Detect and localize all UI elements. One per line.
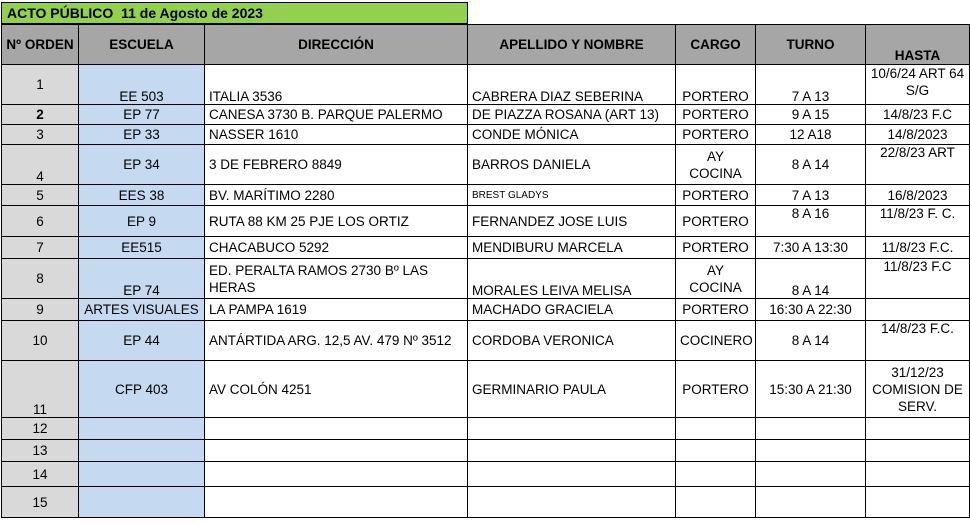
orden-cell: 9 — [2, 299, 79, 321]
turno-cell: 7:30 A 13:30 — [756, 237, 866, 259]
orden-cell: 2 — [2, 105, 79, 125]
escuela-cell: EP 74 — [79, 259, 205, 299]
turno-cell: 8 A 16 — [756, 206, 866, 237]
cargo-cell: PORTERO — [676, 65, 756, 105]
table-row — [2, 418, 970, 440]
escuela-cell: EE515 — [79, 237, 205, 259]
direccion-cell — [205, 440, 468, 462]
header-escuela: ESCUELA — [79, 25, 205, 65]
turno-cell: 7 A 13 — [756, 65, 866, 105]
direccion-cell — [205, 487, 468, 518]
turno-cell: 8 A 14 — [756, 145, 866, 185]
direccion-cell: CANESA 3730 B. PARQUE PALERMO — [205, 105, 468, 125]
table-row — [2, 321, 970, 361]
orden-cell: 10 — [2, 321, 79, 361]
turno-cell: 9 A 15 — [756, 105, 866, 125]
nombre-cell: CONDE MÓNICA — [468, 125, 676, 145]
table-row — [2, 65, 970, 105]
cargo-cell: PORTERO — [676, 299, 756, 321]
escuela-cell: ARTES VISUALES — [79, 299, 205, 321]
direccion-cell: ITALIA 3536 — [205, 65, 468, 105]
hasta-cell — [866, 440, 970, 462]
cargo-cell — [676, 462, 756, 487]
orden-cell: 14 — [2, 462, 79, 487]
table-row — [2, 462, 970, 487]
orden-cell: 4 — [2, 145, 79, 185]
nombre-cell: MORALES LEIVA MELISA — [468, 259, 676, 299]
table-row — [2, 185, 970, 206]
table-row — [2, 237, 970, 259]
hasta-cell: 14/8/2023 — [866, 125, 970, 145]
table-row — [2, 487, 970, 518]
cargo-cell: PORTERO — [676, 237, 756, 259]
direccion-cell: CHACABUCO 5292 — [205, 237, 468, 259]
cargo-cell — [676, 418, 756, 440]
turno-cell: 7 A 13 — [756, 185, 866, 206]
cargo-cell — [676, 487, 756, 518]
cargo-cell: AY COCINA — [676, 259, 756, 299]
hasta-cell: 11/8/23 F.C. — [866, 237, 970, 259]
header-nombre: APELLIDO Y NOMBRE — [468, 25, 676, 65]
table-row — [2, 361, 970, 418]
nombre-cell: BARROS DANIELA — [468, 145, 676, 185]
turno-cell — [756, 418, 866, 440]
escuela-cell — [79, 487, 205, 518]
turno-cell: 12 A18 — [756, 125, 866, 145]
escuela-cell — [79, 418, 205, 440]
direccion-cell: ANTÁRTIDA ARG. 12,5 AV. 479 Nº 3512 — [205, 321, 468, 361]
nombre-cell: DE PIAZZA ROSANA (ART 13) — [468, 105, 676, 125]
orden-cell: 8 — [2, 259, 79, 299]
escuela-cell: EP 33 — [79, 125, 205, 145]
header-direccion: DIRECCIÓN — [205, 25, 468, 65]
direccion-cell: AV COLÓN 4251 — [205, 361, 468, 418]
hasta-cell — [866, 462, 970, 487]
turno-cell: 8 A 14 — [756, 321, 866, 361]
table-row — [2, 299, 970, 321]
orden-cell: 13 — [2, 440, 79, 462]
direccion-cell: NASSER 1610 — [205, 125, 468, 145]
direccion-cell — [205, 418, 468, 440]
nombre-cell — [468, 462, 676, 487]
nombre-cell — [468, 440, 676, 462]
header-cargo: CARGO — [676, 25, 756, 65]
cargo-cell — [676, 440, 756, 462]
orden-cell: 7 — [2, 237, 79, 259]
cargo-cell: PORTERO — [676, 206, 756, 237]
orden-cell: 5 — [2, 185, 79, 206]
hasta-cell: 11/8/23 F. C. — [866, 206, 970, 237]
hasta-cell: 10/6/24 ART 64 S/G — [866, 65, 970, 105]
escuela-cell: EES 38 — [79, 185, 205, 206]
header-row — [2, 25, 970, 65]
escuela-cell: CFP 403 — [79, 361, 205, 418]
nombre-cell: GERMINARIO PAULA — [468, 361, 676, 418]
orden-cell: 3 — [2, 125, 79, 145]
table-row — [2, 206, 970, 237]
direccion-cell: ED. PERALTA RAMOS 2730 Bº LAS HERAS — [205, 259, 468, 299]
header-hasta: HASTA — [866, 25, 970, 65]
nombre-cell: FERNANDEZ JOSE LUIS — [468, 206, 676, 237]
cargo-cell: PORTERO — [676, 105, 756, 125]
hasta-cell: 16/8/2023 — [866, 185, 970, 206]
hasta-cell — [866, 299, 970, 321]
orden-cell: 11 — [2, 361, 79, 418]
nombre-cell — [468, 418, 676, 440]
nombre-cell: MACHADO GRACIELA — [468, 299, 676, 321]
escuela-cell: EE 503 — [79, 65, 205, 105]
orden-cell: 15 — [2, 487, 79, 518]
turno-cell: 8 A 14 — [756, 259, 866, 299]
direccion-cell — [205, 462, 468, 487]
hasta-cell: 11/8/23 F.C — [866, 259, 970, 299]
hasta-cell — [866, 418, 970, 440]
nombre-cell: MENDIBURU MARCELA — [468, 237, 676, 259]
orden-cell: 12 — [2, 418, 79, 440]
turno-cell — [756, 462, 866, 487]
escuela-cell: EP 44 — [79, 321, 205, 361]
header-orden: Nº ORDEN — [2, 25, 79, 65]
header-turno: TURNO — [756, 25, 866, 65]
cargo-cell: PORTERO — [676, 361, 756, 418]
turno-cell — [756, 487, 866, 518]
escuela-cell — [79, 462, 205, 487]
table-row — [2, 259, 970, 299]
sheet-title: ACTO PÚBLICO 11 de Agosto de 2023 — [1, 2, 468, 24]
nombre-cell — [468, 487, 676, 518]
orden-cell: 6 — [2, 206, 79, 237]
escuela-cell: EP 77 — [79, 105, 205, 125]
turno-cell: 16:30 A 22:30 — [756, 299, 866, 321]
hasta-cell: 31/12/23 COMISION DE SERV. — [866, 361, 970, 418]
direccion-cell: LA PAMPA 1619 — [205, 299, 468, 321]
hasta-cell: 14/8/23 F.C. — [866, 321, 970, 361]
nombre-cell: BREST GLADYS — [468, 185, 676, 206]
hasta-cell: 14/8/23 F.C — [866, 105, 970, 125]
hasta-cell: 22/8/23 ART — [866, 145, 970, 185]
escuela-cell: EP 34 — [79, 145, 205, 185]
direccion-cell: 3 DE FEBRERO 8849 — [205, 145, 468, 185]
hasta-cell — [866, 487, 970, 518]
assignments-table — [1, 24, 970, 518]
cargo-cell: AY COCINA — [676, 145, 756, 185]
table-row — [2, 105, 970, 125]
nombre-cell: CABRERA DIAZ SEBERINA — [468, 65, 676, 105]
direccion-cell: RUTA 88 KM 25 PJE LOS ORTIZ — [205, 206, 468, 237]
turno-cell: 15:30 A 21:30 — [756, 361, 866, 418]
cargo-cell: PORTERO — [676, 125, 756, 145]
table-row — [2, 125, 970, 145]
cargo-cell: COCINERO — [676, 321, 756, 361]
cargo-cell: PORTERO — [676, 185, 756, 206]
table-row — [2, 440, 970, 462]
direccion-cell: BV. MARÍTIMO 2280 — [205, 185, 468, 206]
escuela-cell — [79, 440, 205, 462]
escuela-cell: EP 9 — [79, 206, 205, 237]
nombre-cell: CORDOBA VERONICA — [468, 321, 676, 361]
orden-cell: 1 — [2, 65, 79, 105]
turno-cell — [756, 440, 866, 462]
table-row — [2, 145, 970, 185]
